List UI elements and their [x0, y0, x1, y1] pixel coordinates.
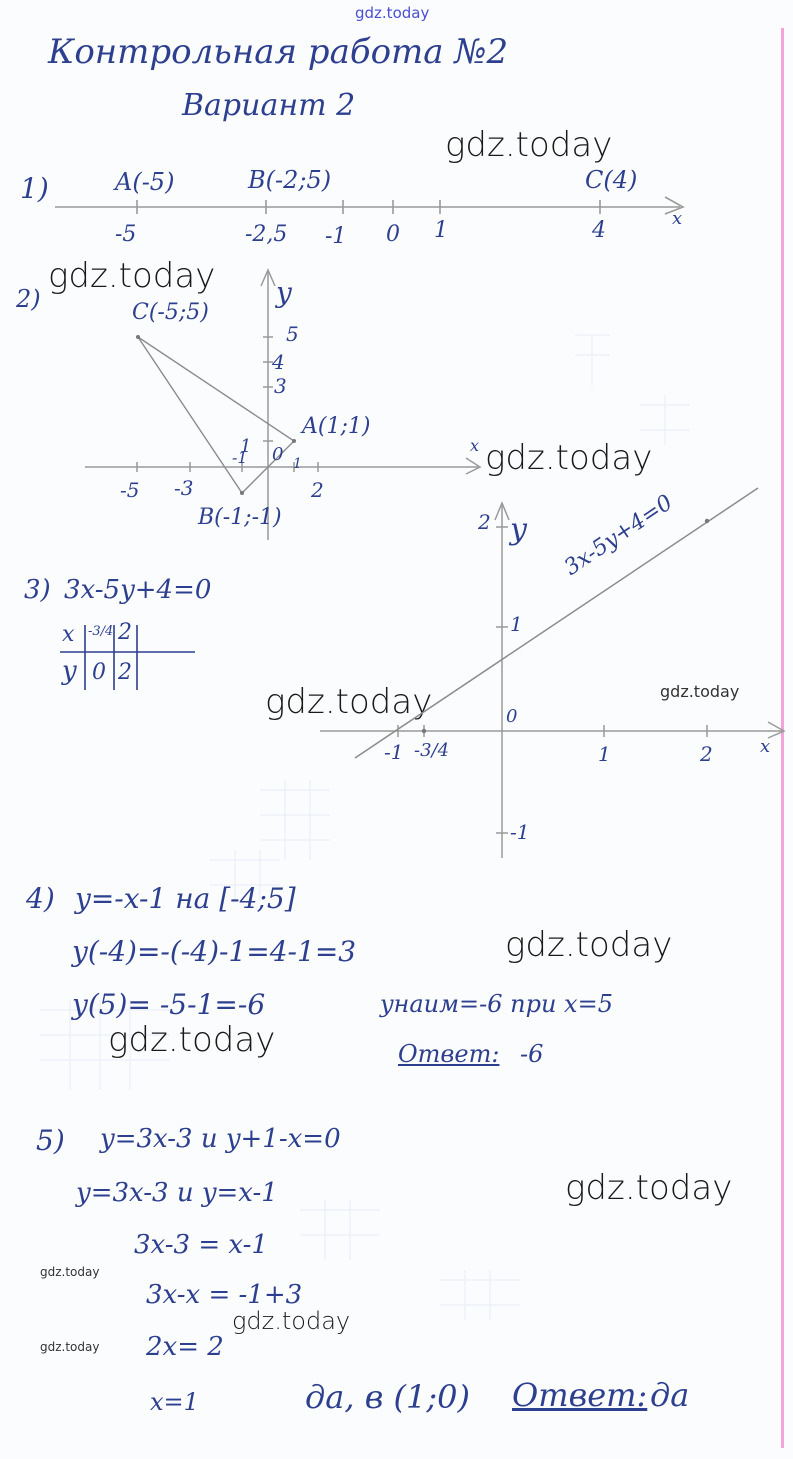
- task3-line: [355, 488, 758, 758]
- task5-number: 5): [36, 1124, 65, 1157]
- page-title: Контрольная работа №2: [48, 32, 509, 72]
- task4-answer: -6: [520, 1040, 544, 1068]
- task2-x-tick: 1: [293, 456, 302, 472]
- task3-y-tick: -1: [510, 820, 530, 844]
- watermark: gdz.today: [565, 1168, 733, 1208]
- task1-point-a: A(-5): [115, 168, 175, 196]
- task2-y-tick: 5: [286, 322, 299, 346]
- task2-x-tick: 2: [311, 478, 324, 502]
- task2-point-b: B(-1;-1): [198, 505, 282, 530]
- task3-x-tick: -3/4: [414, 740, 450, 761]
- task5-line: y=3x-3 и y=x-1: [76, 1178, 278, 1208]
- watermark: gdz.today: [505, 925, 673, 965]
- task2-point-a: A(1;1): [302, 414, 371, 439]
- task1-tick-label: -2,5: [245, 222, 288, 247]
- task3-x-tick: 1: [598, 742, 611, 766]
- task1-axis-label: x: [672, 208, 683, 229]
- task2-y-tick: 1: [240, 436, 252, 457]
- task3-table-x: x: [62, 622, 75, 647]
- task1-tick-label: -5: [115, 222, 137, 247]
- task5-line: y=3x-3 и y+1-x=0: [100, 1124, 341, 1154]
- task1-point-c: C(4): [585, 166, 638, 194]
- task3-table-x1: -3/4: [88, 624, 114, 639]
- task5-answer: да: [650, 1376, 690, 1414]
- task4-line: y(5)= -5-1=-6: [72, 988, 266, 1021]
- task3-table-y: y: [62, 656, 77, 686]
- task3-table-y1: 0: [92, 660, 106, 685]
- task4-answer-label: Ответ:: [398, 1040, 500, 1068]
- task3-equation: 3x-5y+4=0: [64, 575, 212, 605]
- task2-x-tick: 0: [272, 444, 284, 465]
- task3-y-tick: 0: [506, 706, 518, 727]
- task5-line: 3x-x = -1+3: [146, 1280, 303, 1310]
- task2-x-axis-label: x: [470, 436, 480, 455]
- watermark: gdz.today: [445, 125, 613, 165]
- task2-triangle: [138, 337, 294, 493]
- task3-x-axis-label: x: [760, 736, 771, 757]
- task5-line: 2x= 2: [146, 1332, 224, 1362]
- task3-x-tick: -1: [384, 740, 404, 764]
- task2-y-tick: 4: [272, 350, 285, 374]
- watermark: gdz.today: [40, 1340, 100, 1354]
- task3-table-x2: 2: [118, 620, 132, 645]
- watermark: gdz.today: [265, 682, 433, 722]
- task5-line: x=1: [150, 1388, 199, 1416]
- watermark: gdz.today: [660, 682, 740, 701]
- watermark: gdz.today: [232, 1307, 351, 1335]
- watermark: gdz.today: [40, 1265, 100, 1279]
- task3-number: 3): [24, 575, 51, 605]
- task2-number: 2): [16, 285, 41, 313]
- task4-line: y(-4)=-(-4)-1=4-1=3: [72, 935, 357, 968]
- task3-y-tick: 2: [478, 510, 491, 534]
- task1-tick-label: 4: [592, 218, 606, 243]
- task5-line: 3x-3 = x-1: [134, 1230, 268, 1260]
- watermark: gdz.today: [108, 1020, 276, 1060]
- task2-y-tick: 3: [274, 374, 287, 398]
- task1-point-b: B(-2;5): [248, 166, 332, 194]
- task1-tick-label: 1: [434, 218, 448, 243]
- task2-x-tick: -1: [232, 448, 248, 467]
- task2-point-c: C(-5;5): [132, 300, 209, 325]
- task3-table-y2: 2: [118, 660, 132, 685]
- task4-line: yнаим=-6 при x=5: [380, 990, 613, 1018]
- task3-graph-label: 3x-5y+4=0: [560, 490, 678, 581]
- task3-y-tick: 1: [510, 612, 523, 636]
- task2-y-axis-label: y: [276, 276, 292, 309]
- task1-number: 1): [20, 172, 49, 205]
- task2-x-tick: -5: [120, 478, 140, 502]
- task2-x-tick: -3: [174, 476, 194, 500]
- variant-title: Вариант 2: [182, 88, 356, 123]
- task4-line: y=-x-1 на [-4;5]: [75, 882, 296, 915]
- task1-number-line: [55, 197, 683, 214]
- task1-tick-label: 0: [386, 222, 400, 247]
- task5-answer-label: Ответ:: [512, 1376, 648, 1414]
- task1-tick-label: -1: [325, 224, 347, 249]
- watermark: gdz.today: [48, 256, 216, 296]
- watermark-top: gdz.today: [355, 4, 430, 22]
- task5-line: да, в (1;0): [305, 1378, 470, 1416]
- task3-axes: [320, 503, 784, 858]
- task4-number: 4): [26, 882, 55, 915]
- watermark: gdz.today: [485, 438, 653, 478]
- task3-y-axis-label: y: [510, 512, 527, 547]
- task3-x-tick: 2: [700, 742, 713, 766]
